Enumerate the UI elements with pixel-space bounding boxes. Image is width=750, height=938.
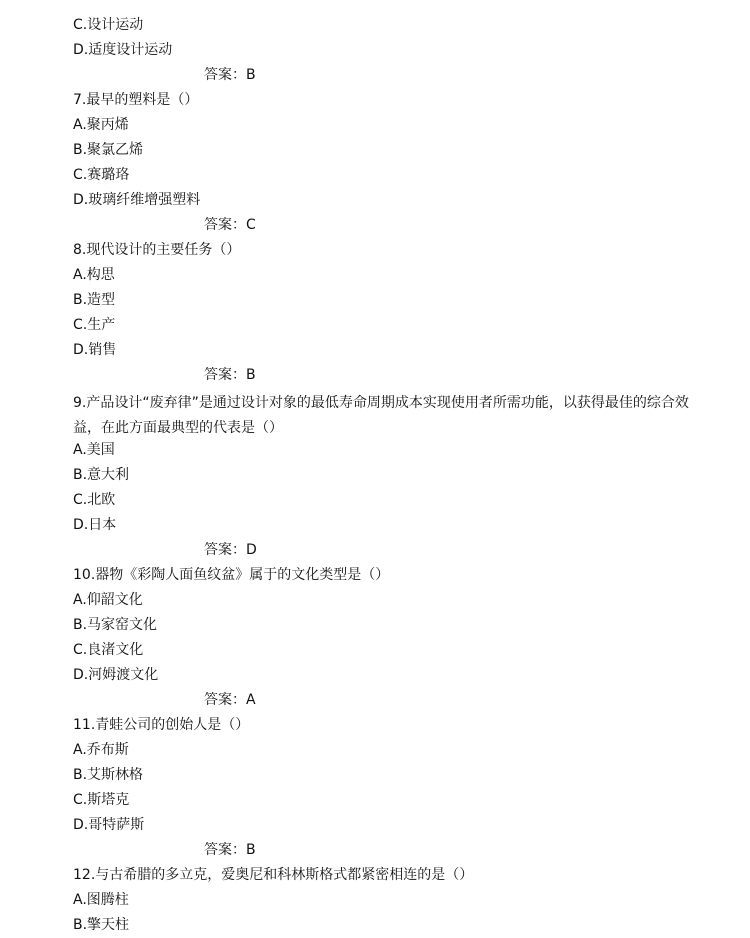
option-c-q10: C.良渚文化 (73, 642, 144, 658)
option-d-q11: D.哥特萨斯 (73, 817, 145, 833)
answer-q8: 答案：B (204, 367, 256, 383)
question-8: 8.现代设计的主要任务（） (73, 242, 241, 258)
question-7: 7.最早的塑料是（） (73, 92, 199, 108)
option-d-q9: D.日本 (73, 517, 117, 533)
option-b-q10: B.马家窑文化 (73, 617, 158, 633)
answer-q7: 答案：C (204, 217, 256, 233)
option-b-q11: B.艾斯林格 (73, 767, 144, 783)
question-10: 10.器物《彩陶人面鱼纹盆》属于的文化类型是（） (73, 567, 390, 583)
answer-q11: 答案：B (204, 842, 256, 858)
option-c-q6: C.设计运动 (73, 17, 144, 33)
answer-q6: 答案：B (204, 67, 256, 83)
question-9: 9.产品设计“废弃律”是通过设计对象的最低寿命周期成本实现使用者所需功能，以获得最佳的综合效益，在此方面最典型的代表是（） (73, 395, 689, 436)
question-12: 12.与古希腊的多立克，爱奥尼和科林斯格式都紧密相连的是（） (73, 867, 474, 883)
option-b-q9: B.意大利 (73, 467, 130, 483)
option-c-q8: C.生产 (73, 317, 116, 333)
option-d-q7: D.玻璃纤维增强塑料 (73, 192, 201, 208)
option-a-q11: A.乔布斯 (73, 742, 129, 758)
answer-q9: 答案：D (204, 542, 257, 558)
option-d-q10: D.河姆渡文化 (73, 667, 159, 683)
option-a-q7: A.聚丙烯 (73, 117, 129, 133)
option-c-q7: C.赛璐珞 (73, 167, 130, 183)
answer-q10: 答案：A (204, 692, 256, 708)
option-d-q8: D.销售 (73, 342, 117, 358)
option-d-q6: D.适度设计运动 (73, 42, 173, 58)
option-a-q10: A.仰韶文化 (73, 592, 143, 608)
option-b-q8: B.造型 (73, 292, 116, 308)
option-a-q9: A.美国 (73, 442, 115, 458)
option-b-q12: B.擎天柱 (73, 917, 130, 933)
option-c-q9: C.北欧 (73, 492, 116, 508)
option-c-q11: C.斯塔克 (73, 792, 130, 808)
option-a-q12: A.图腾柱 (73, 892, 129, 908)
question-11: 11.青蛙公司的创始人是（） (73, 717, 250, 733)
option-b-q7: B.聚氯乙烯 (73, 142, 144, 158)
option-a-q8: A.构思 (73, 267, 115, 283)
